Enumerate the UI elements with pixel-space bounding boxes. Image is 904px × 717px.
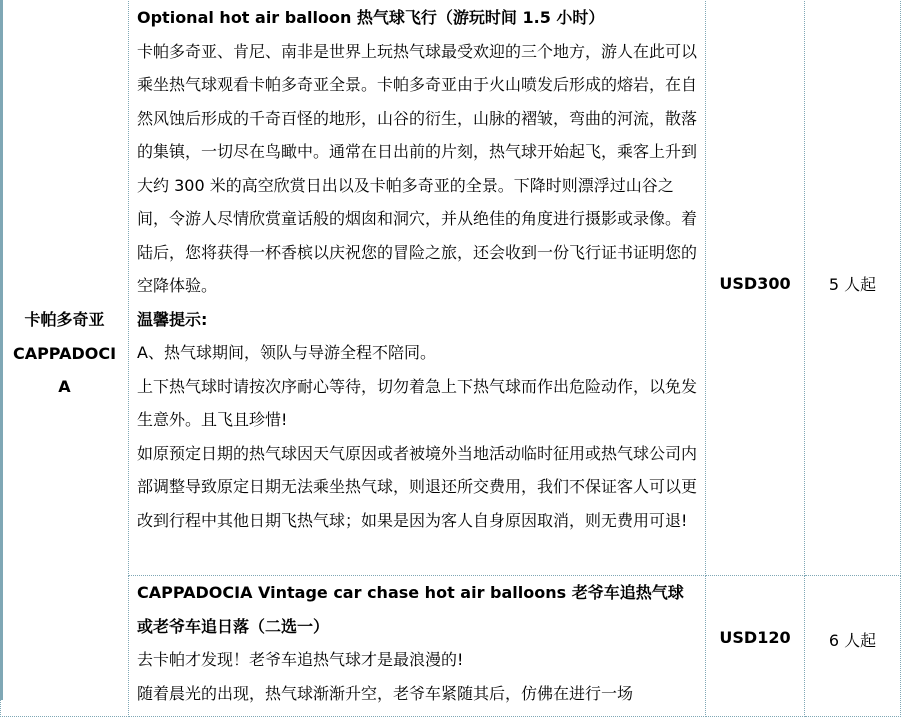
item-paragraph: 卡帕多奇亚、肯尼、南非是世界上玩热气球最受欢迎的三个地方，游人在此可以乘坐热气球观看卡帕多奇亚全景。卡帕多奇亚由于火山喷发后形成的熔岩，在自然风蚀后形成的千奇百怪的地形，山谷的衍生，山脉的褶皱，弯曲的河流，散落的集镇，一切尽在鸟瞰中。通常在日出前的片刻，热气球开始起飞，乘客上升到大约 300 米的高空欣赏日出以及卡帕多奇亚的全景。下降时则漂浮过山谷之间，令游人尽情欣赏童话般的烟囱和洞穴，并从绝佳的角度进行摄影或录像。着陆后，您将获得一杯香槟以庆祝您的冒险之旅，还会收到一份飞行证书证明您的空降体验。 xyxy=(137,41,698,295)
item-description-cell xyxy=(129,576,706,717)
item-description-cell xyxy=(129,0,706,576)
region-name-en-line1: CAPPADOCI xyxy=(12,343,117,363)
price-cell: USD120 xyxy=(706,576,805,717)
tip-item: A、热气球期间，领队与导游全程不陪同。 xyxy=(137,343,436,362)
region-cell xyxy=(1,0,129,717)
item-title: CAPPADOCIA Vintage car chase hot air balloons 老爷车追热气球或老爷车追日落（二选一） xyxy=(137,583,684,636)
item-paragraph: 随着晨光的出现，热气球渐渐升空，老爷车紧随其后，仿佛在进行一场 xyxy=(137,683,634,703)
item-title: Optional hot air balloon 热气球飞行（游玩时间 1.5 小时） xyxy=(137,8,605,27)
region-name-cn: 卡帕多奇亚 xyxy=(24,310,105,330)
tip-item: 上下热气球时请按次序耐心等待，切勿着急上下热气球而作出危险动作，以免发生意外。且飞且珍惜! xyxy=(137,376,698,429)
tip-item: 如原预定日期的热气球因天气原因或者被境外当地活动临时征用或热气球公司内部调整导致原定日期无法乘坐热气球，则退还所交费用，我们不保证客人可以更改到行程中其他日期飞热气球；如果是因为客人自身原因取消，则无费用可退! xyxy=(137,443,698,530)
group-size-cell: 5 人起 xyxy=(805,0,901,576)
price-cell: USD300 xyxy=(706,0,805,576)
table-row xyxy=(1,0,901,576)
table-row xyxy=(1,576,901,717)
region-name-en-line2: A xyxy=(58,377,71,397)
item-paragraph: 去卡帕才发现！老爷车追热气球才是最浪漫的! xyxy=(137,650,464,669)
tips-heading: 温馨提示: xyxy=(137,309,208,329)
group-size-cell: 6 人起 xyxy=(805,576,901,717)
